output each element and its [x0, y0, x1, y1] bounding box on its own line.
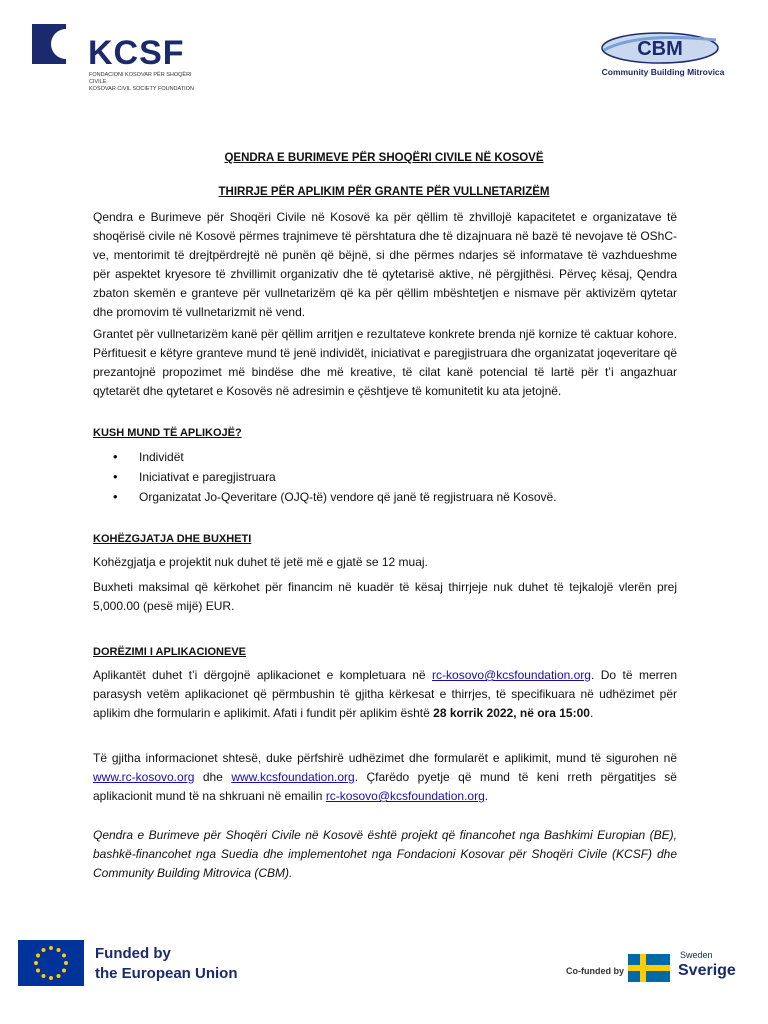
duration-text: Kohëzgjatja e projektit nuk duhet të jetë më e gjatë se 12 muaj.: [93, 555, 428, 569]
info-paragraph: [93, 749, 677, 806]
cofunded-label: Co-funded by: [566, 966, 624, 976]
eligible-list: [113, 447, 557, 507]
sweden-flag-icon: [628, 954, 670, 982]
kcsf-subline-2: KOSOVAR CIVIL SOCIETY FOUNDATION: [89, 86, 194, 92]
eu-line-1: Funded by: [95, 945, 171, 962]
intro-paragraph: Qendra e Burimeve për Shoqëri Civile në Kosovë ka për qëllim të zhvillojë kapacitetet e organizatave të shoqërisë civile në Kosovë përmes trajnimeve të përshtatura dhe të dizajnuara në bazë të nevojave të OShC-ve, mentorimit të drejtpërdrejtë në punën që bëjnë, si dhe përmes ndarjes së informatave të vazhdueshme për aspektet kryesore të zhvillimit organizativ dhe të qytetarisë aktive, në përgjithësi. Përveç kësaj, Qendra zbaton skemën e granteve për vullnetarizëm që ka për qëllim mbështetjen e nismave për aktivizëm qytetar dhe promovim të vullnetarizmit në vend.: [93, 210, 677, 319]
info-text: .: [484, 789, 489, 803]
kcsf-logo-subline: [89, 72, 199, 93]
submission-paragraph: [93, 666, 677, 723]
kcsf-subline-1: FONDACIONI KOSOVAR PËR SHOQËRI CIVILE: [89, 72, 192, 85]
info-text: Të gjitha informacionet shtesë, duke përfshirë udhëzimet dhe formularët e aplikimit, mund të sigurohen në: [93, 751, 677, 765]
email-link[interactable]: rc-kosovo@kcsfoundation.org: [325, 789, 485, 803]
sweden-label: Sweden: [680, 950, 713, 960]
who-can-apply-heading: KUSH MUND TË APLIKOJË?: [93, 427, 242, 439]
kcsf-site-link[interactable]: www.kcsfoundation.org: [231, 770, 355, 784]
submission-text: . Do të merren parasysh vetëm aplikacionet që përmbushin të gjitha kërkesat e thirrjes, të specifikuara në udhëzimet për aplikim dhe formularin e aplikimit. Afati i fundit për aplikim është: [93, 668, 677, 720]
budget-text: Buxheti maksimal që kërkohet për financim në kuadër të kësaj thirrjeje nuk duhet të tejkalojë vlerën prej 5,000.00 (pesë mijë) EUR.: [93, 580, 677, 613]
list-item: • Organizatat Jo-Qeveritare (OJQ-të) vendore që janë të regjistruara në Kosovë.: [113, 487, 557, 507]
duration-budget-heading: KOHËZGJATJA DHE BUXHETI: [93, 533, 252, 545]
eu-line-2: the European Union: [95, 965, 238, 982]
submission-text: .: [589, 706, 594, 720]
sverige-label: Sverige: [678, 962, 736, 979]
kcsf-logo-text: KCSF: [88, 34, 185, 72]
list-item: • Individët: [113, 447, 557, 467]
rc-kosovo-site-link[interactable]: www.rc-kosovo.org: [93, 770, 195, 784]
grants-paragraph: Grantet për vullnetarizëm kanë për qëllim arritjen e rezultateve konkrete brenda një kornize të caktuar kohore. Përfituesit e këtyre granteve mund të jenë individët, iniciativat e paregjistruara dhe organizatat joqeveritare që prezantojnë propozimet më bindëse dhe më kreative, të cilat kanë potencial të lartë për t’i angazhuar qytetarët dhe qytetaret e Kosovës në adresimin e çështjeve të komunitetit ku ata jetojnë.: [93, 327, 677, 398]
submission-text: Aplikantët duhet t’i dërgojnë aplikacionet e kompletuara në: [93, 668, 433, 682]
eu-funding-text: [95, 944, 238, 984]
cbm-subtitle: Community Building Mitrovica: [601, 67, 725, 77]
info-text: . Çfarëdo pyetje që mund të keni rreth përgatitjes së aplikacionit mund të na shkruani në emailin: [93, 770, 677, 803]
cbm-logo-text: CBM: [637, 38, 683, 60]
submission-heading: DORËZIMI I APLIKACIONEVE: [93, 646, 246, 658]
document-subtitle: THIRRJE PËR APLIKIM PËR GRANTE PËR VULLNETARIZËM: [218, 186, 550, 198]
funding-note: Qendra e Burimeve për Shoqëri Civile në Kosovë është projekt që financohet nga Bashkimi Europian (BE), bashkë-financohet nga Suedia dhe implementohet nga Fondacioni Kosovar për Shoqëri Civile (KCSF) dhe Community Building Mitrovica (CBM).: [93, 828, 677, 880]
deadline: 28 korrik 2022, në ora 15:00: [433, 706, 590, 720]
list-item: • Iniciativat e paregjistruara: [113, 467, 557, 487]
eu-flag-icon: [18, 940, 84, 986]
info-text: dhe: [194, 770, 232, 784]
email-link[interactable]: rc-kosovo@kcsfoundation.org: [432, 668, 591, 682]
kcsf-logo-icon: [32, 24, 88, 64]
document-title: QENDRA E BURIMEVE PËR SHOQËRI CIVILE NË KOSOVË: [224, 152, 544, 164]
